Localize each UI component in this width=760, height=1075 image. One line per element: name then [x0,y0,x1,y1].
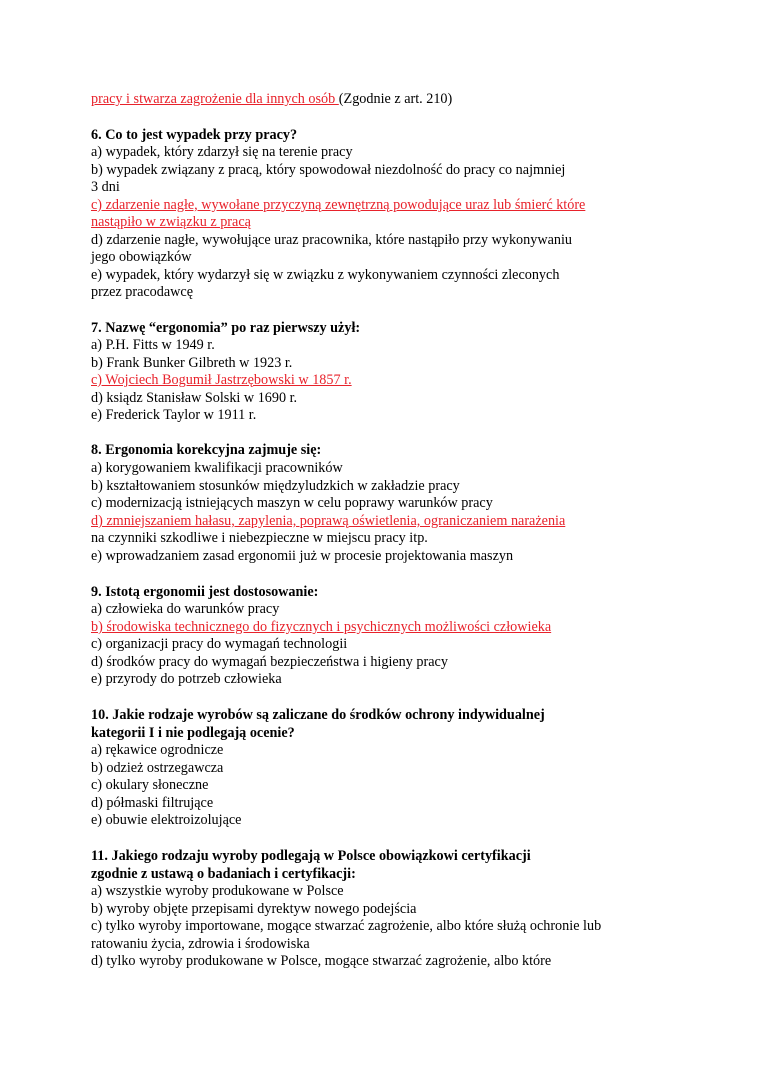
question-10-option-b: b) odzież ostrzegawcza [91,760,224,776]
question-9-option-b-correct: b) środowiska technicznego do fizycznych i psychicznych możliwości człowieka [91,619,552,635]
question-9-title: 9. Istotą ergonomii jest dostosowanie: [91,584,319,600]
question-8-option-d-cont: na czynniki szkodliwe i niebezpieczne w miejscu pracy itp. [91,530,428,546]
question-10-option-c: c) okulary słoneczne [91,777,209,793]
intro-line [91,91,452,109]
question-7-title: 7. Nazwę “ergonomia” po raz pierwszy użył: [91,320,361,336]
question-6-option-d-cont: jego obowiązków [91,249,192,265]
question-7-option-b: b) Frank Bunker Gilbreth w 1923 r. [91,355,293,371]
question-8-option-c: c) modernizacją istniejących maszyn w celu poprawy warunków pracy [91,495,493,511]
question-9-option-e: e) przyrody do potrzeb człowieka [91,671,282,687]
intro-answer-text: pracy i stwarza zagrożenie dla innych osób [91,91,339,107]
question-7-option-d: d) ksiądz Stanisław Solski w 1690 r. [91,390,298,406]
question-11-option-c-cont: ratowaniu życia, zdrowia i środowiska [91,936,310,952]
question-7-option-c-correct: c) Wojciech Bogumił Jastrzębowski w 1857 r. [91,372,352,388]
question-10-option-a: a) rękawice ogrodnicze [91,742,224,758]
question-8-option-a: a) korygowaniem kwalifikacji pracowników [91,460,343,476]
question-8-title: 8. Ergonomia korekcyjna zajmuje się: [91,442,322,458]
question-6-option-b: b) wypadek związany z pracą, który spowodował niezdolność do pracy co najmniej [91,162,566,178]
question-6-option-c-correct: c) zdarzenie nagłe, wywołane przyczyną zewnętrzną powodujące uraz lub śmierć które [91,197,586,213]
question-10-title: 10. Jakie rodzaje wyrobów są zaliczane do środków ochrony indywidualnej [91,707,545,723]
question-8-option-b: b) kształtowaniem stosunków międzyludzkich w zakładzie pracy [91,478,460,494]
question-6-option-e: e) wypadek, który wydarzył się w związku z wykonywaniem czynności zleconych [91,267,560,283]
question-6-option-e-cont: przez pracodawcę [91,284,193,300]
question-6-option-a: a) wypadek, który zdarzył się na terenie pracy [91,144,353,160]
question-11-option-d: d) tylko wyroby produkowane w Polsce, mogące stwarzać zagrożenie, albo które [91,953,552,969]
question-6-option-c-correct-cont: nastąpiło w związku z pracą [91,214,251,230]
question-11-title-cont: zgodnie z ustawą o badaniach i certyfikacji: [91,866,356,882]
question-7-option-a: a) P.H. Fitts w 1949 r. [91,337,215,353]
question-11-option-a: a) wszystkie wyroby produkowane w Polsce [91,883,344,899]
intro-reference-text: (Zgodnie z art. 210) [338,91,453,107]
question-10-option-e: e) obuwie elektroizolujące [91,812,242,828]
question-6-option-b-cont: 3 dni [91,179,120,195]
question-6-option-d: d) zdarzenie nagłe, wywołujące uraz pracownika, które nastąpiło przy wykonywaniu [91,232,573,248]
question-11-option-c: c) tylko wyroby importowane, mogące stwarzać zagrożenie, albo które służą ochronie lub [91,918,602,934]
question-10-option-d: d) półmaski filtrujące [91,795,214,811]
question-11-title: 11. Jakiego rodzaju wyroby podlegają w Polsce obowiązkowi certyfikacji [91,848,531,864]
question-10-title-cont: kategorii I i nie podlegają ocenie? [91,725,295,741]
question-11-option-b: b) wyroby objęte przepisami dyrektyw nowego podejścia [91,901,417,917]
question-7-option-e: e) Frederick Taylor w 1911 r. [91,407,257,423]
question-9-option-a: a) człowieka do warunków pracy [91,601,280,617]
question-9-option-c: c) organizacji pracy do wymagań technologii [91,636,348,652]
question-8-option-d-correct: d) zmniejszaniem hałasu, zapylenia, poprawą oświetlenia, ograniczaniem narażenia [91,513,566,529]
question-9-option-d: d) środków pracy do wymagań bezpieczeństwa i higieny pracy [91,654,448,670]
question-8-option-e: e) wprowadzaniem zasad ergonomii już w procesie projektowania maszyn [91,548,514,564]
question-6-title: 6. Co to jest wypadek przy pracy? [91,127,298,143]
